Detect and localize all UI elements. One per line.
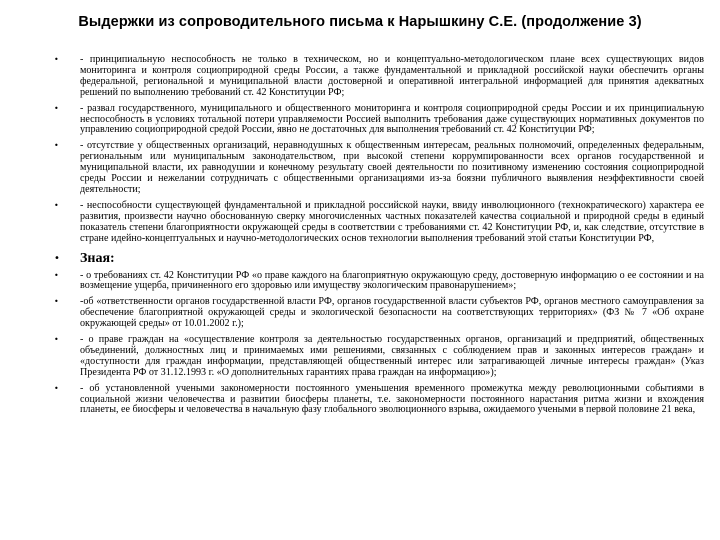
bullet-icon: • xyxy=(54,141,59,151)
list-item xyxy=(48,141,704,196)
bullet-icon: • xyxy=(54,335,59,345)
bullet-icon: • xyxy=(54,252,60,264)
list-item-text: - об установленной учеными закономерности постоянного уменьшения временного промежутка между революционными событиями в социальной жизни человечества и развитии биосферы планеты, т.е. закономерности постоянного нарастания ритма жизни и вхождения планеты, ее биосферы и человечества в начальную фазу глобального эволюционного взрыва, ожидаемого учеными в первой половине 21 века, xyxy=(80,382,704,416)
list-item-text: - о требованиях ст. 42 Конституции РФ «о праве каждого на благоприятную окружающую среду, достоверную информацию о ее состоянии и на возмещение ущерба, причиненного его здоровью или имуществу экологическим правонарушением»; xyxy=(80,269,704,292)
list-item-text: - неспособности существующей фундаментальной и прикладной российской науки, ввиду инволюционного (технократического) характера ее развития, произвести научно обоснованную сверку многочисленных частных показателей качества социальной и природной среды в единый показатель степени благоприятности окружающей среды в соответствии с требованиями ст. 42 Конституции РФ, и, как следствие, отсутствие в стране идейно-концептуальных и научно-методологических основ технологии выполнения требований этой статьи Конституции РФ, xyxy=(80,199,704,244)
list-item xyxy=(48,55,704,99)
list-item-text: - развал государственного, муниципального и общественного мониторинга и контроля социоприродной среды России и их принципиальную неспособность в условиях тотальной потери управляемости Россией выполнить требования даже существующих нормативных документов по управлению социоприродной средой России, явно не достаточных для выполнения требований ст. 42 Конституции РФ; xyxy=(80,102,704,136)
list-item-text: - принципиальную неспособность не только в техническом, но и концептуально-методологическом плане всех существующих видов мониторинга и контроля социоприродной среды России, а также фундаментальной и прикладной российской науки обеспечить органы федеральной, региональной и муниципальной власти достоверной и оперативной интегральной информацией для принятия адекватных решений по выполнению требований ст. 42 Конституции РФ; xyxy=(80,54,704,98)
list-item xyxy=(48,201,704,245)
bullet-icon: • xyxy=(54,55,59,64)
list-item-heading xyxy=(48,250,704,267)
slide-title: Выдержки из сопроводительного письма к Нарышкину С.Е. (продолжение 3) xyxy=(78,14,642,30)
list-item xyxy=(48,271,704,293)
bullet-icon: • xyxy=(54,270,59,280)
list-item xyxy=(48,104,704,137)
list-item xyxy=(48,297,704,330)
list-item-text: - отсутствие у общественных организаций, неравнодушных к общественным интересам, реальных полномочий, определенных федеральным, региональным или муниципальным законодательством, при высокой степени коррумпированности всех органов государственной и муниципальной власти, их равнодушии и конечному результату своей деятельности по позитивному изменению состояния социоприродной среды России и нежелании сотрудничать с общественными организациями из-за боязни публичного выявления неэффективности своей деятельности; xyxy=(80,140,704,195)
list-item xyxy=(48,335,704,379)
section-heading: Зная: xyxy=(80,250,115,266)
bullet-icon: • xyxy=(54,383,59,393)
list-item xyxy=(48,384,704,417)
list-item-text: -об «ответственности органов государственной власти РФ, органов государственной власти субъектов РФ, органов местного самоуправления за обеспечение благоприятной окружающей среды и экологической безопасности на соответствующих территориях» (ФЗ № 7 «Об охране окружающей среды» от 10.01.2002 г.); xyxy=(80,296,704,330)
list-item-text: - о праве граждан на «осуществление контроля за деятельностью государственных органов, организаций и предприятий, общественных объединений, должностных лиц и принимаемых ими решениями, связанных с соблюдением прав и законных интересов граждан» и «доступности для граждан информации, представляющей общественный интерес или затрагивающей личные интересы граждан» (Указ Президента РФ от 31.12.1993 г. «О дополнительных гарантиях права граждан на информацию»); xyxy=(80,334,704,378)
bullet-icon: • xyxy=(54,297,59,307)
bullet-icon: • xyxy=(54,200,59,210)
bullet-list xyxy=(48,55,704,421)
bullet-icon: • xyxy=(54,103,59,113)
